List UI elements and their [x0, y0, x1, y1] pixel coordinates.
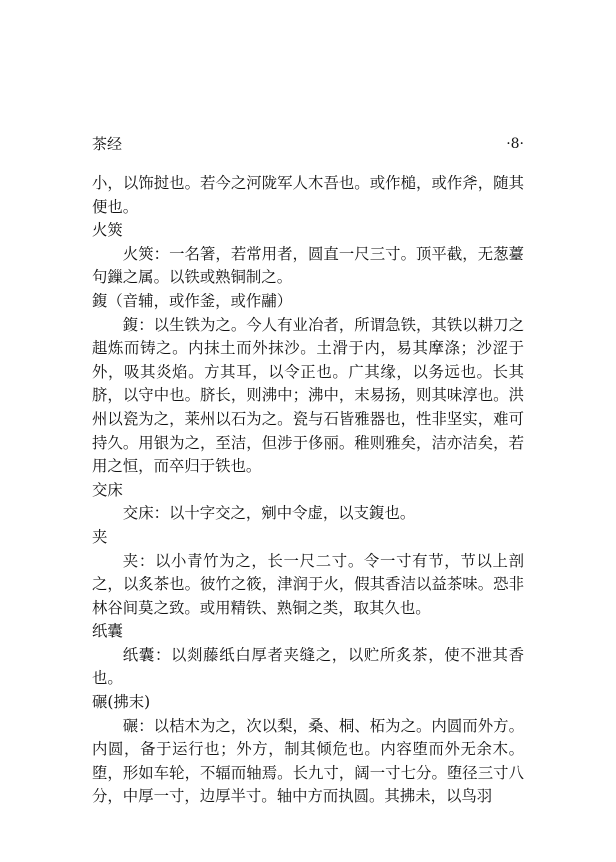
page-header: [92, 132, 524, 156]
section-heading-jiaochuang: 交床: [92, 480, 123, 499]
continued-paragraph: 小，以饰挝也。若今之河陇军人木吾也。或作槌，或作斧，随其便也。: [92, 174, 524, 216]
paragraph-nian: 碾：以桔木为之，次以梨，桑、桐、柘为之。内圆而外方。内圆，备于运行也；外方，制其倾危也。内容堕而外无余木。堕，形如车轮，不辐而轴焉。长九寸，阔一寸七分。堕径三寸八分，中厚一寸，边厚半寸。轴中方而执圆。其拂未，以鸟羽: [92, 716, 524, 806]
paragraph-jia: 夹：以小青竹为之，长一尺二寸。令一寸有节，节以上剖之，以炙茶也。彼竹之筱，津润于火，假其香洁以益茶味。恐非林谷间莫之致。或用精铁、熟铜之类，取其久也。: [92, 551, 524, 617]
section-heading-jia: 夹: [92, 527, 108, 546]
page-number: ·8·: [506, 136, 524, 152]
paragraph-huojia: 火筴：一名箸，若常用者，圆直一尺三寸。顶平截，无葱薹句鏁之属。以铁或熟铜制之。: [92, 244, 524, 287]
paragraph-jiaochuang: 交床：以十字交之，剜中令虚，以支鍑也。: [122, 504, 416, 523]
paragraph-fu: 鍑：以生铁为之。今人有业冶者，所谓急铁，其铁以耕刀之趄炼而铸之。内抹土而外抹沙。土滑于内，易其摩涤；沙涩于外，吸其炎焰。方其耳，以令正也。广其缘，以务远也。长其脐，以守中也。脐长，则沸中；沸中，末易扬，则其味淳也。洪州以瓷为之，莱州以石为之。瓷与石皆雅器也，性非坚实，难可持久。用银为之，至洁，但涉于侈丽。稚则雅矣，洁亦洁矣，若用之恒，而卒归于铁也。: [92, 315, 524, 476]
running-title: 茶经: [92, 135, 123, 153]
section-heading-huojia: 火筴: [92, 221, 123, 240]
section-heading-fu: 鍑（音辅，或作釜，或作鬴）: [92, 291, 293, 310]
paragraph-zhinang: 纸囊：以剡藤纸白厚者夹缝之，以贮所炙茶，使不泄其香也。: [92, 645, 524, 688]
body-text: [92, 172, 524, 809]
section-heading-nian: 碾(拂末): [92, 693, 151, 712]
section-heading-zhinang: 纸囊: [92, 622, 123, 641]
